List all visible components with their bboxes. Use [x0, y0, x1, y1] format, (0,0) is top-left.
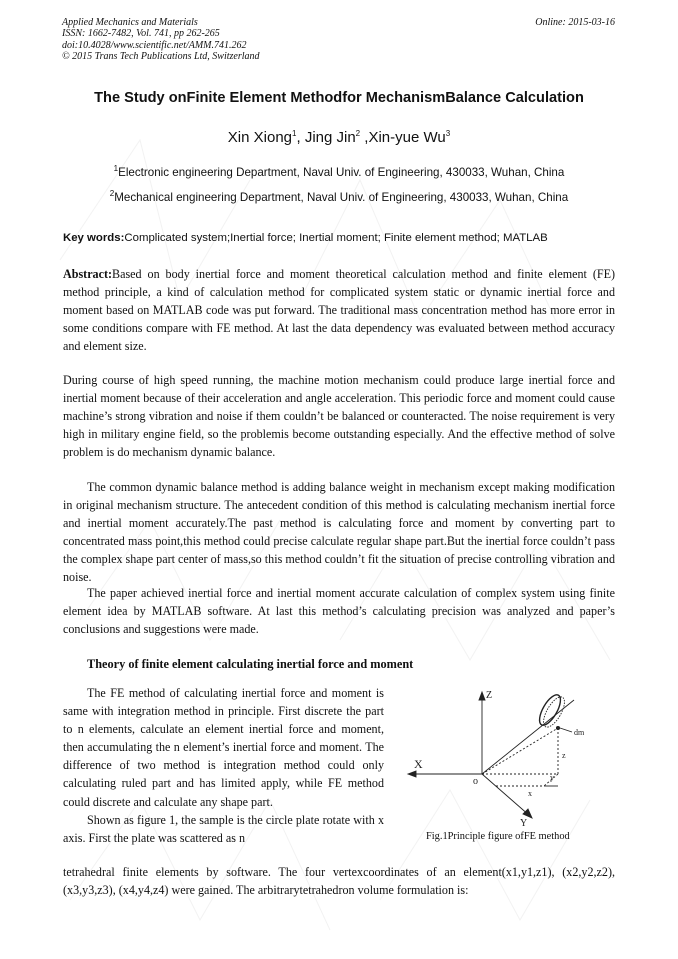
online-date: Online: 2015-03-16 — [535, 17, 615, 28]
abstract — [63, 265, 615, 355]
intro-paragraph-1: During course of high speed running, the machine motion mechanism could produce large inertial force and inertial moment because of their acceleration and angle acceleration. This periodic force and moment could cause machine’s strong vibration and noise if them couldn’t be balanced or counteracted. The noise requirement is very high in military engine field, so the problemis become outstanding especially. And the effective method of solve problem is do mechanism dynamic balance. — [63, 373, 615, 460]
journal-name: Applied Mechanics and Materials — [62, 17, 198, 28]
circle-plate — [535, 692, 564, 728]
keywords — [63, 232, 548, 244]
author-sep: , — [296, 129, 305, 146]
affiliation-sup: 1 — [113, 164, 119, 174]
section-paragraph-1: The FE method of calculating inertial force and moment is same with integration method in principle. First discrete the part to n elements, calculate an element inertial force and moment, then accumulating the n element’s inertial force and moment. The difference of two method is integration method could only calculating ruled part and has limited apply, while FE method could discrete and calculate any shape part. — [63, 686, 384, 809]
author-name: Jing Jin — [304, 129, 356, 146]
section-paragraph-2-rest: tetrahedral finite elements by software. The four vertexcoordinates of an element(x1,y1,z1), (x2,y2,z2), (x3,y3,z3), (x4,y4,z4) were gained. The arbitrarytetrahedron volume formulation is: — [63, 865, 615, 898]
dm-label: dm — [574, 728, 585, 737]
journal-header — [62, 17, 260, 62]
affiliation-1 — [0, 166, 678, 179]
author-sup: 3 — [445, 129, 451, 138]
author-sep: , — [360, 129, 369, 146]
origin-label: o — [473, 776, 478, 787]
abstract-label: Abstract: — [63, 267, 113, 281]
y-axis-line — [482, 774, 530, 816]
x-axis-label: X — [414, 757, 423, 771]
x-axis-arrow — [408, 771, 416, 777]
intro-paragraph-3: The paper achieved inertial force and inertial moment accurate calculation of complex system using finite element idea by MATLAB software. At last this method’s calculating precision was analyzed and paper’s conclusions and suggestions were made. — [63, 586, 615, 637]
keywords-text: Complicated system;Inertial force; Inertial moment; Finite element method; MATLAB — [124, 232, 548, 244]
dm-pointer — [560, 728, 572, 732]
section-heading: Theory of finite element calculating inertial force and moment — [87, 657, 414, 671]
intro-paragraph-2: The common dynamic balance method is adding balance weight in mechanism except making modification in original mechanism structure. The antecedent condition of this method is calculating mechanism inertial force and inertial moment accurately.The past method is calculating force and moment by converting part to concentrated mass point,this method could precise calculate regular shape part.But the inertial force couldn’t pass the complex shape part center of mass,so this method couldn’t fit the situation of precise controlling vibration and noise. — [63, 480, 615, 585]
author-list — [0, 129, 678, 146]
section-paragraph-2-start: Shown as figure 1, the sample is the circle plate rotate with x axis. First the plate was scattered as n — [63, 812, 384, 845]
abstract-text: Based on body inertial force and moment theoretical calculation method and finite element (FE) method principle, a kind of calculation method for complicated system static or dynamic inertial force and moment based on MATLAB code was put forward. The traditional mass concentration method has more error in some conditions compare with FE method. At last the data dependency was evaluated between method accuracy and element size. — [63, 267, 615, 354]
author-sup: 1 — [292, 129, 297, 138]
section-column-text — [63, 684, 384, 847]
rotation-axis-line — [482, 700, 574, 774]
diag-projection — [482, 728, 558, 774]
affiliation-text: Mechanical engineering Department, Naval Univ. of Engineering, 430033, Wuhan, China — [114, 191, 569, 204]
z-axis-arrow — [479, 692, 485, 700]
y-axis-label: Y — [520, 818, 528, 828]
author-sup: 2 — [355, 129, 361, 138]
affiliation-sup: 2 — [109, 189, 115, 199]
issn-line: ISSN: 1662-7482, Vol. 741, pp 262-265 — [62, 28, 220, 40]
affiliation-2 — [0, 191, 678, 204]
figure-caption: Fig.1Principle figure ofFE method — [426, 831, 570, 842]
y-dim-label: y — [550, 773, 554, 782]
paper-title: The Study onFinite Element Methodfor MechanismBalance Calculation — [94, 90, 584, 106]
author-name: Xin Xiong — [227, 129, 293, 146]
fe-principle-figure — [404, 688, 618, 828]
keywords-label: Key words: — [63, 232, 125, 244]
circle-plate-rim — [539, 694, 568, 730]
affiliation-text: Electronic engineering Department, Naval Univ. of Engineering, 430033, Wuhan, China — [118, 166, 565, 179]
y-axis-arrow — [523, 809, 532, 818]
author-name: Xin-yue Wu — [368, 129, 446, 146]
copyright-line: © 2015 Trans Tech Publications Ltd, Switzerland — [62, 50, 260, 62]
z-dim-label: z — [562, 751, 566, 760]
z-axis-label: Z — [486, 690, 493, 701]
doi-line: doi:10.4028/www.scientific.net/AMM.741.262 — [62, 39, 247, 51]
x-dim-label: x — [528, 789, 532, 798]
